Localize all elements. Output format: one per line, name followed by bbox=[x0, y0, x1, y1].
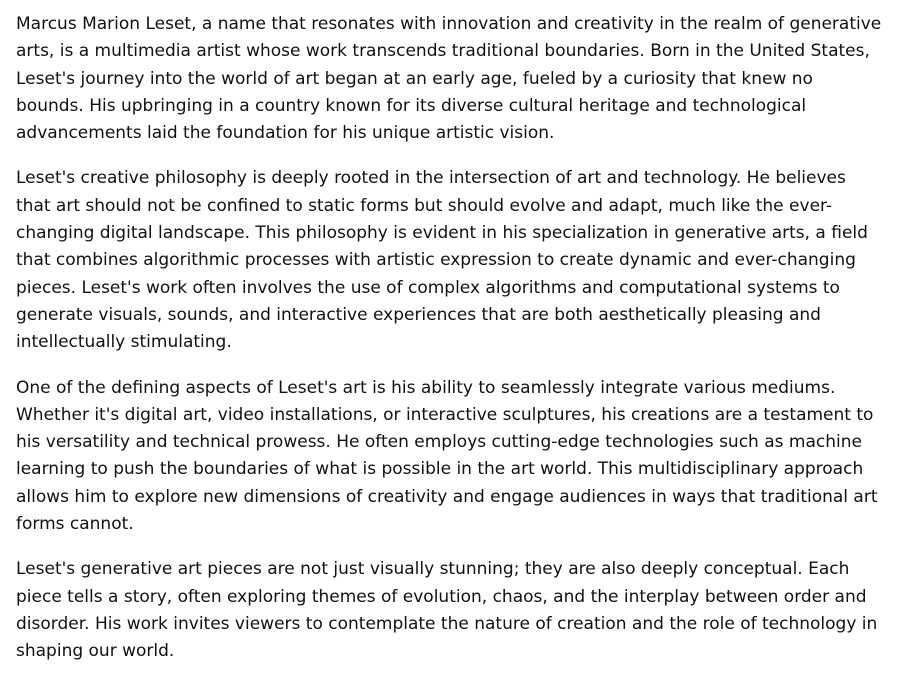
paragraph-4: Leset's generative art pieces are not just visually stunning; they are also deeply conceptual. Each piece tells a story, often exploring themes of evolution, chaos, and the interplay between order and disorder. His work invites viewers to contemplate the nature of creation and the role of technology in shaping our world. bbox=[16, 559, 878, 662]
paragraph-1: Marcus Marion Leset, a name that resonates with innovation and creativity in the realm of generative arts, is a multimedia artist whose work transcends traditional boundaries. Born in the United States, Leset's journey into the world of art began at an early age, fueled by a curiosity that knew no bounds. His upbringing in a country known for its diverse cultural heritage and technological advancements laid the foundation for his unique artistic vision. bbox=[16, 14, 882, 144]
paragraph-3: One of the defining aspects of Leset's art is his ability to seamlessly integrate various mediums. Whether it's digital art, video installations, or interactive sculptures, his creations are a testament to his versatility and technical prowess. He often employs cutting-edge technologies such as machine learning to push the boundaries of what is possible in the art world. This multidisciplinary approach allows him to explore new dimensions of creativity and engage audiences in ways that traditional art forms cannot. bbox=[16, 377, 878, 535]
paragraph-2: Leset's creative philosophy is deeply rooted in the intersection of art and technology. He believes that art should not be confined to static forms but should evolve and adapt, much like the ever-changing digital landscape. This philosophy is evident in his specialization in generative arts, a field that combines algorithmic processes with artistic expression to create dynamic and ever-changing pieces. Leset's work often involves the use of complex algorithms and computational systems to generate visuals, sounds, and interactive experiences that are both aesthetically pleasing and intellectually stimulating. bbox=[16, 168, 868, 353]
